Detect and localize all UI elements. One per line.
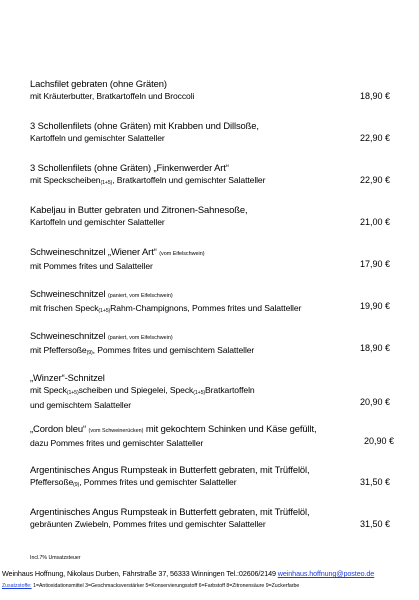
title-part: Schweineschnitzel „Wiener Art“ xyxy=(30,246,157,257)
address-text: Weinhaus Hoffnung, Nikolaus Durben, Fährstraße 37, 56333 Winningen Tel.:02606/2149 xyxy=(2,569,276,578)
menu-item-schnitzel-wiener-art xyxy=(30,246,398,272)
description-part: , Pommes frites und gemischtem Salatteller xyxy=(92,345,255,355)
dish-description: mit Kräuterbutter, Bratkartoffeln und Broccoli xyxy=(30,91,195,101)
dish-description xyxy=(30,384,398,399)
dish-description xyxy=(30,476,398,491)
dish-title: Lachsfilet gebraten (ohne Gräten) xyxy=(30,78,167,89)
dish-description xyxy=(30,174,398,189)
description-part: scheiben und Spiegelei, Speck xyxy=(78,385,194,395)
menu-item-schollenfilets-finkenwerder xyxy=(30,162,398,189)
additive-ref: (9) xyxy=(73,482,80,488)
title-part: Schweineschnitzel xyxy=(30,330,106,341)
menu-item-schnitzel-pfeffersosse xyxy=(30,330,398,359)
menu-item-lachsfilet xyxy=(30,78,398,102)
description-part: mit Speck xyxy=(30,385,67,395)
dish-description: Kartoffeln und gemischter Salatteller xyxy=(30,217,165,227)
description-part: mit Pfeffersoße xyxy=(30,345,87,355)
menu-item-schnitzel-champignons xyxy=(30,288,398,317)
description-part: Pfeffersoße xyxy=(30,477,74,487)
title-part: „Cordon bleu“ xyxy=(30,423,87,434)
dish-description: und gemischtem Salatteller xyxy=(30,400,132,410)
dish-price: 31,50 € xyxy=(359,477,390,487)
dish-title: Argentinisches Angus Rumpsteak in Butterfett gebraten, mit Trüffelöl, xyxy=(30,464,310,475)
dish-description xyxy=(30,344,398,359)
description-part: mit Speckscheiben xyxy=(30,175,101,185)
footer-address xyxy=(2,569,374,578)
description-part: , Pommes frites und gemischter Salatteller xyxy=(79,477,237,487)
dish-title: 3 Schollenfilets (ohne Gräten) „Finkenwerder Art“ xyxy=(30,162,229,173)
menu-item-rumpsteak-zwiebeln xyxy=(30,506,398,530)
dish-description xyxy=(30,302,398,317)
menu-item-rumpsteak-pfeffersosse xyxy=(30,464,398,491)
dish-title: Kabeljau in Butter gebraten und Zitronen-Sahnesoße, xyxy=(30,204,248,215)
description-part: mit frischen Speck xyxy=(30,303,99,313)
dish-title: 3 Schollenfilets (ohne Gräten) mit Krabben und Dillsoße, xyxy=(30,120,259,131)
description-part: Bratkartoffeln xyxy=(205,385,255,395)
dish-title: „Winzer“-Schnitzel xyxy=(30,372,105,383)
dish-description: Kartoffeln und gemischter Salatteller xyxy=(30,133,165,143)
menu-item-schollenfilets-krabben xyxy=(30,120,398,144)
dish-description: dazu Pommes frites und gemischter Salatteller xyxy=(30,438,204,448)
dish-description: gebräunten Zwiebeln, Pommes frites und gemischter Salatteller xyxy=(30,519,266,529)
dish-description: mit Pommes frites und Salatteller xyxy=(30,261,153,271)
dish-price: 18,90 € xyxy=(359,343,390,353)
description-part: , Bratkartoffeln und gemischter Salatteller xyxy=(112,175,266,185)
title-part: mit gekochtem Schinken und Käse gefüllt, xyxy=(145,423,317,434)
origin-note: (paniert, vom Eifelschwein) xyxy=(107,335,173,341)
dish-price: 22,90 € xyxy=(359,175,390,185)
tax-note: Incl.7% Umsatzsteuer xyxy=(30,555,81,561)
menu-item-cordon-bleu xyxy=(30,423,398,449)
dish-title xyxy=(30,423,398,437)
dish-price: 17,90 € xyxy=(359,259,390,269)
dish-price: 18,90 € xyxy=(359,91,390,101)
menu-item-kabeljau xyxy=(30,204,398,228)
dish-title xyxy=(30,246,398,260)
additive-ref: (1+5) xyxy=(98,308,111,314)
dish-title xyxy=(30,288,398,302)
dish-price: 20,90 € xyxy=(363,436,394,446)
dish-price: 19,90 € xyxy=(359,301,390,311)
title-part: Schweineschnitzel xyxy=(30,288,106,299)
additives-legend xyxy=(2,583,299,589)
additive-ref: (9) xyxy=(86,350,93,356)
dish-title xyxy=(30,330,398,344)
additive-ref: (1+5) xyxy=(100,180,113,186)
dish-price: 21,00 € xyxy=(359,217,390,227)
origin-note: (paniert, vom Eifelschwein) xyxy=(107,293,173,299)
menu-item-winzer-schnitzel xyxy=(30,372,398,411)
description-part: Rahm-Champignons, Pommes frites und Salatteller xyxy=(110,303,302,313)
additives-text: 1=Antioxidationsmittel 3=Geschmacksverstärker 5=Konservierungsstoff 6=Farbstoff 8=Zitronensäure 9=Zuckerfarbe xyxy=(33,583,300,589)
additive-ref: (1+5) xyxy=(66,390,79,396)
email-link[interactable]: weinhaus.hoffnung@posteo.de xyxy=(277,569,375,578)
dish-title: Argentinisches Angus Rumpsteak in Butterfett gebraten, mit Trüffelöl, xyxy=(30,506,310,517)
dish-price: 31,50 € xyxy=(359,519,390,529)
origin-note: (vom Schweinerücken) xyxy=(88,428,144,434)
additive-ref: (1+5) xyxy=(193,390,205,396)
dish-price: 20,90 € xyxy=(359,397,390,407)
additives-label: Zusatzstoffe: xyxy=(2,583,32,589)
dish-price: 22,90 € xyxy=(359,133,390,143)
origin-note: (vom Eifelschwein) xyxy=(159,251,205,257)
